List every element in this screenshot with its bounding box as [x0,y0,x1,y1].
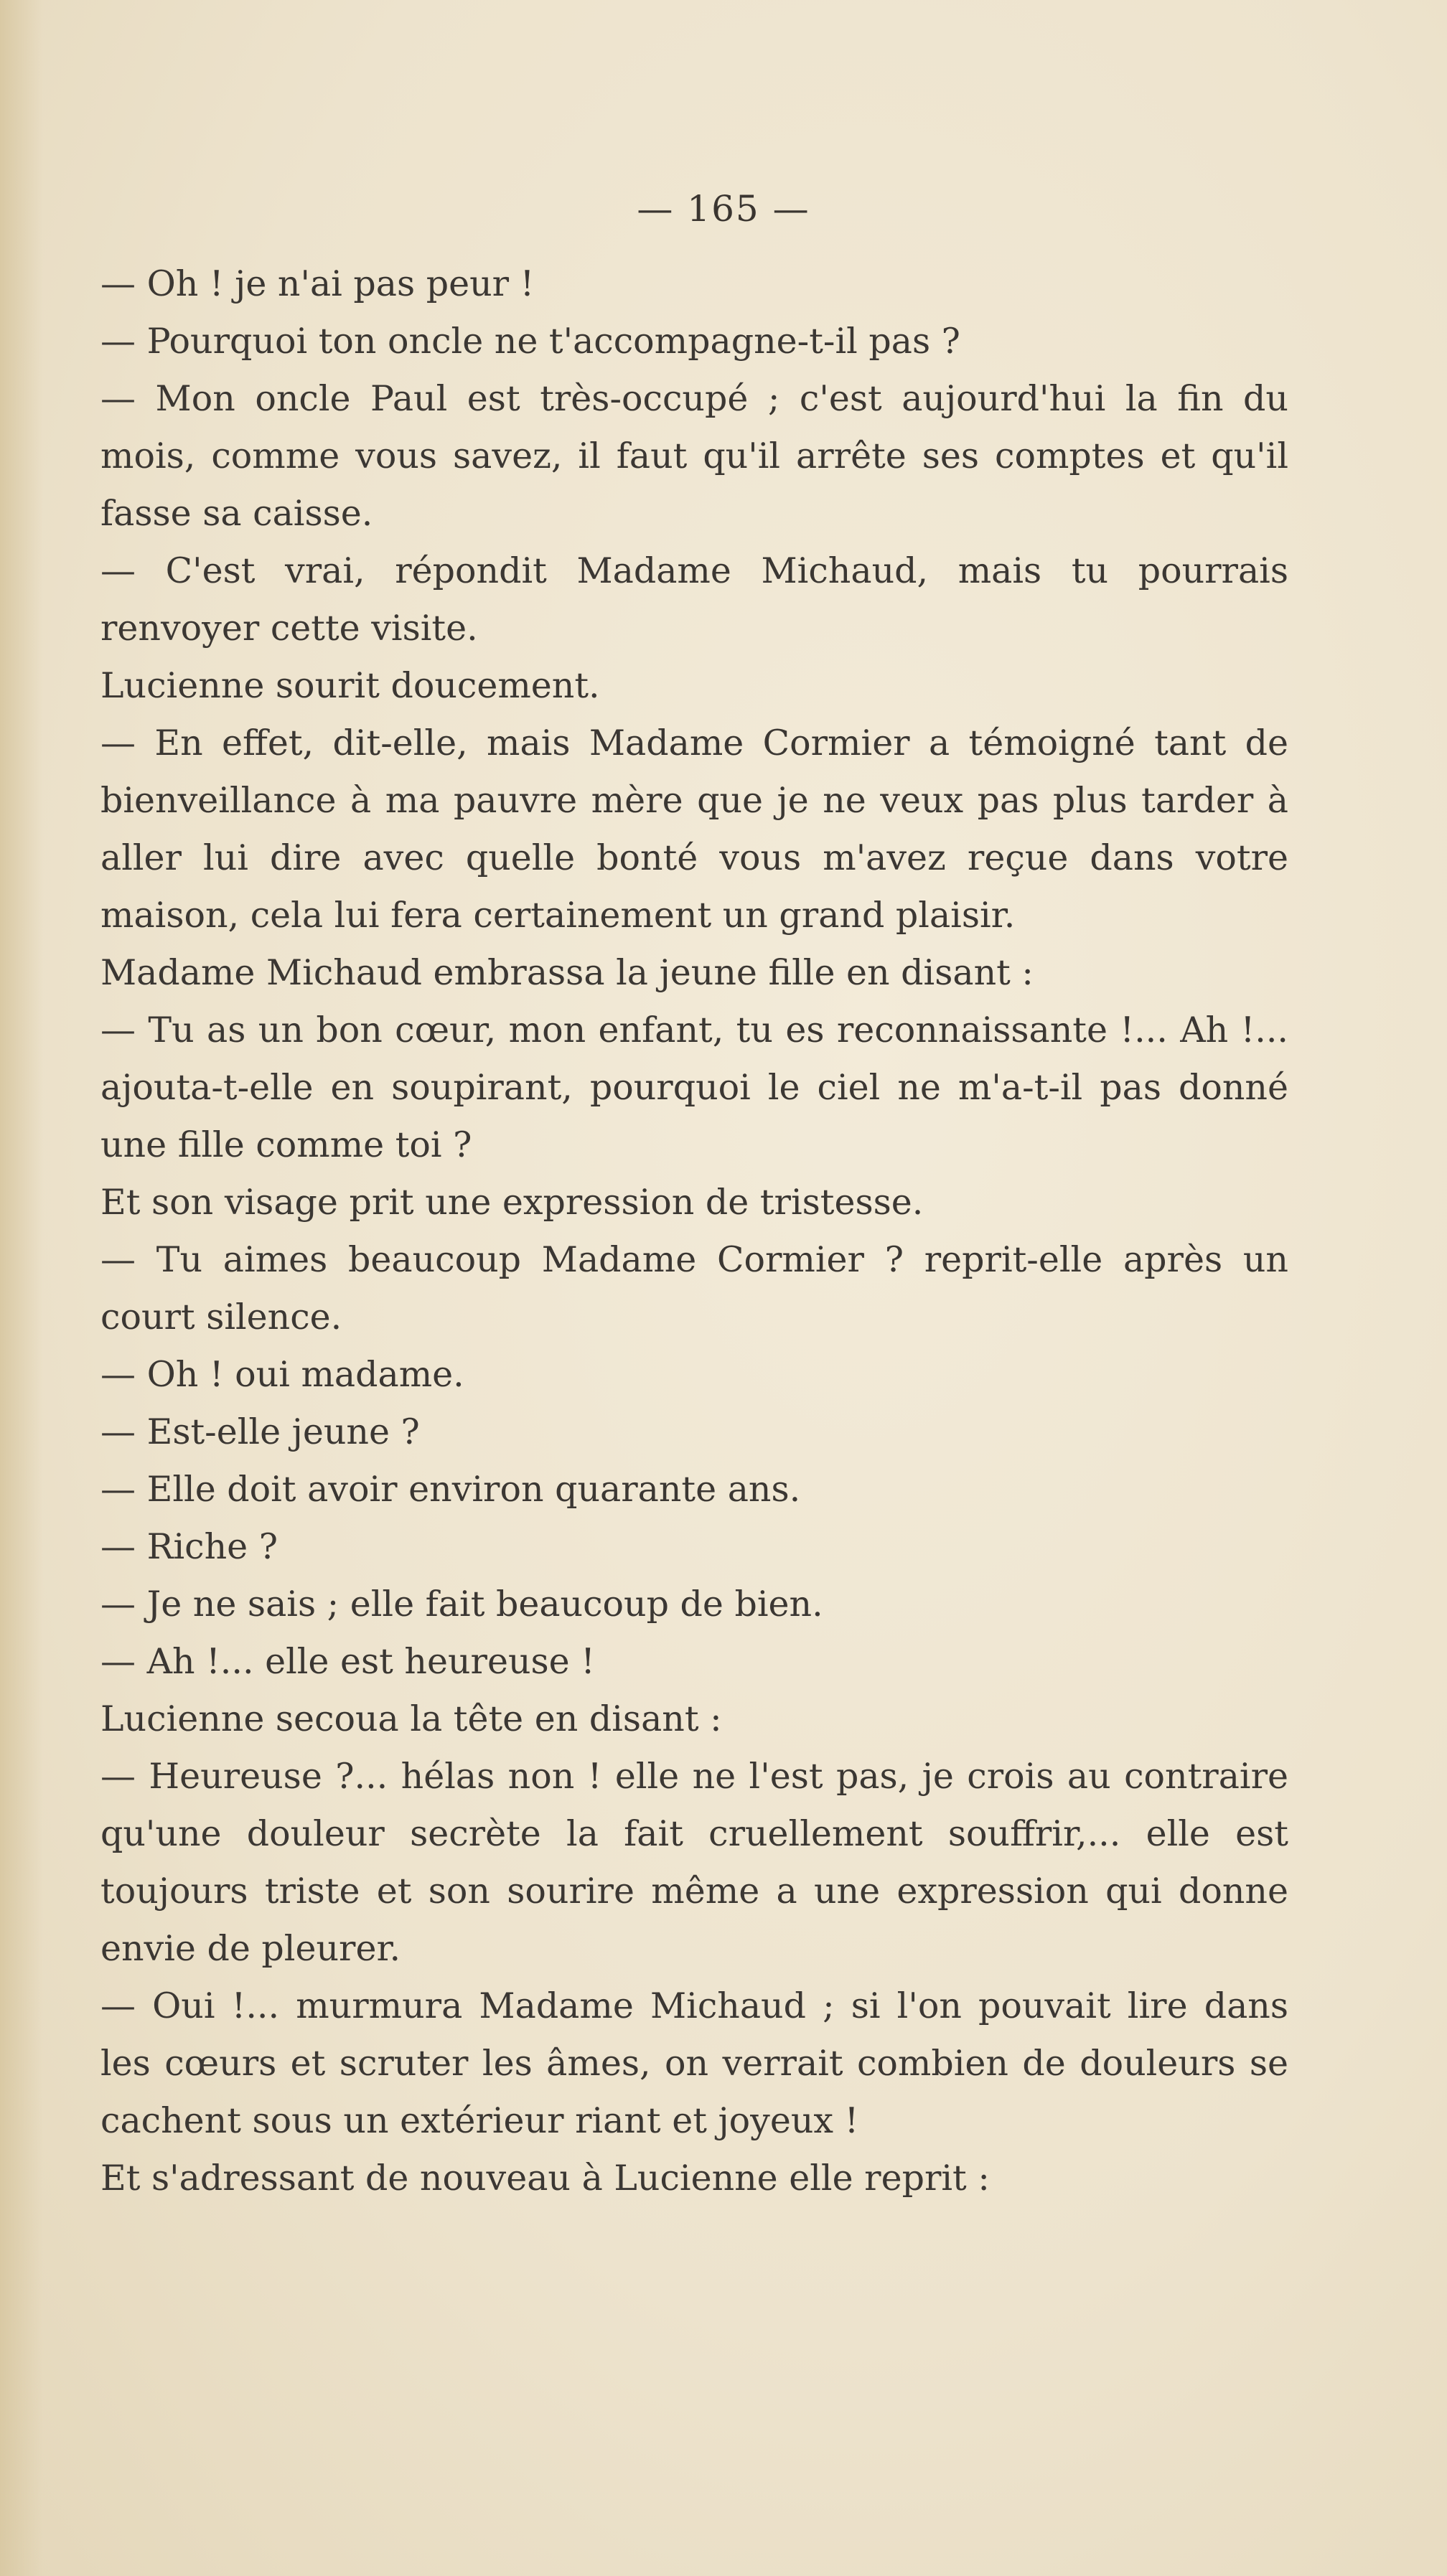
paragraph: Lucienne sourit doucement. [100,665,600,706]
paragraph: — Riche ? [100,1526,278,1567]
paragraph: — Je ne sais ; elle fait beaucoup de bien. [100,1584,823,1625]
paragraph: — C'est vrai, répondit Madame Michaud, mais tu pourrais renvoyer cette visite. [100,550,1288,649]
paragraph: — Tu aimes beaucoup Madame Cormier ? reprit-elle après un court silence. [100,1239,1288,1338]
paragraph: Et son visage prit une expression de tristesse. [100,1182,924,1223]
paragraph: — Elle doit avoir environ quarante ans. [100,1469,801,1510]
paragraph: — Heureuse ?... hélas non ! elle ne l'est pas, je crois au contraire qu'une douleur secrète la fait cruellement souffrir,... elle est toujours triste et son sourire même a une expression qui donne envie de pleurer. [100,1756,1288,1969]
paragraph: — Pourquoi ton oncle ne t'accompagne-t-il pas ? [100,321,960,362]
paragraph: — Mon oncle Paul est très-occupé ; c'est aujourd'hui la fin du mois, comme vous savez, il faut qu'il arrête ses comptes et qu'il fasse sa caisse. [100,378,1288,534]
paragraph: — Ah !... elle est heureuse ! [100,1641,595,1682]
paragraph: Madame Michaud embrassa la jeune fille en disant : [100,952,1034,993]
page-number: — 165 — [637,188,810,230]
paragraph: Et s'adressant de nouveau à Lucienne elle reprit : [100,2158,990,2199]
paragraph: — Oh ! oui madame. [100,1354,464,1395]
paragraph: — Oh ! je n'ai pas peur ! [100,263,535,304]
paragraph: — Tu as un bon cœur, mon enfant, tu es reconnaissante !... Ah !... ajouta-t-elle en soupirant, pourquoi le ciel ne m'a-t-il pas donné une fille comme toi ? [100,1010,1288,1165]
paragraph: — Est-elle jeune ? [100,1411,420,1452]
paragraph: Lucienne secoua la tête en disant : [100,1698,722,1739]
page-body [100,255,1288,2207]
paragraph: — En effet, dit-elle, mais Madame Cormier a témoigné tant de bienveillance à ma pauvre mère que je ne veux pas plus tarder à aller lui dire avec quelle bonté vous m'avez reçue dans votre maison, cela lui fera certainement un grand plaisir. [100,723,1288,936]
paragraph: — Oui !... murmura Madame Michaud ; si l'on pouvait lire dans les cœurs et scruter les âmes, on verrait combien de douleurs se cachent sous un extérieur riant et joyeux ! [100,1985,1288,2141]
